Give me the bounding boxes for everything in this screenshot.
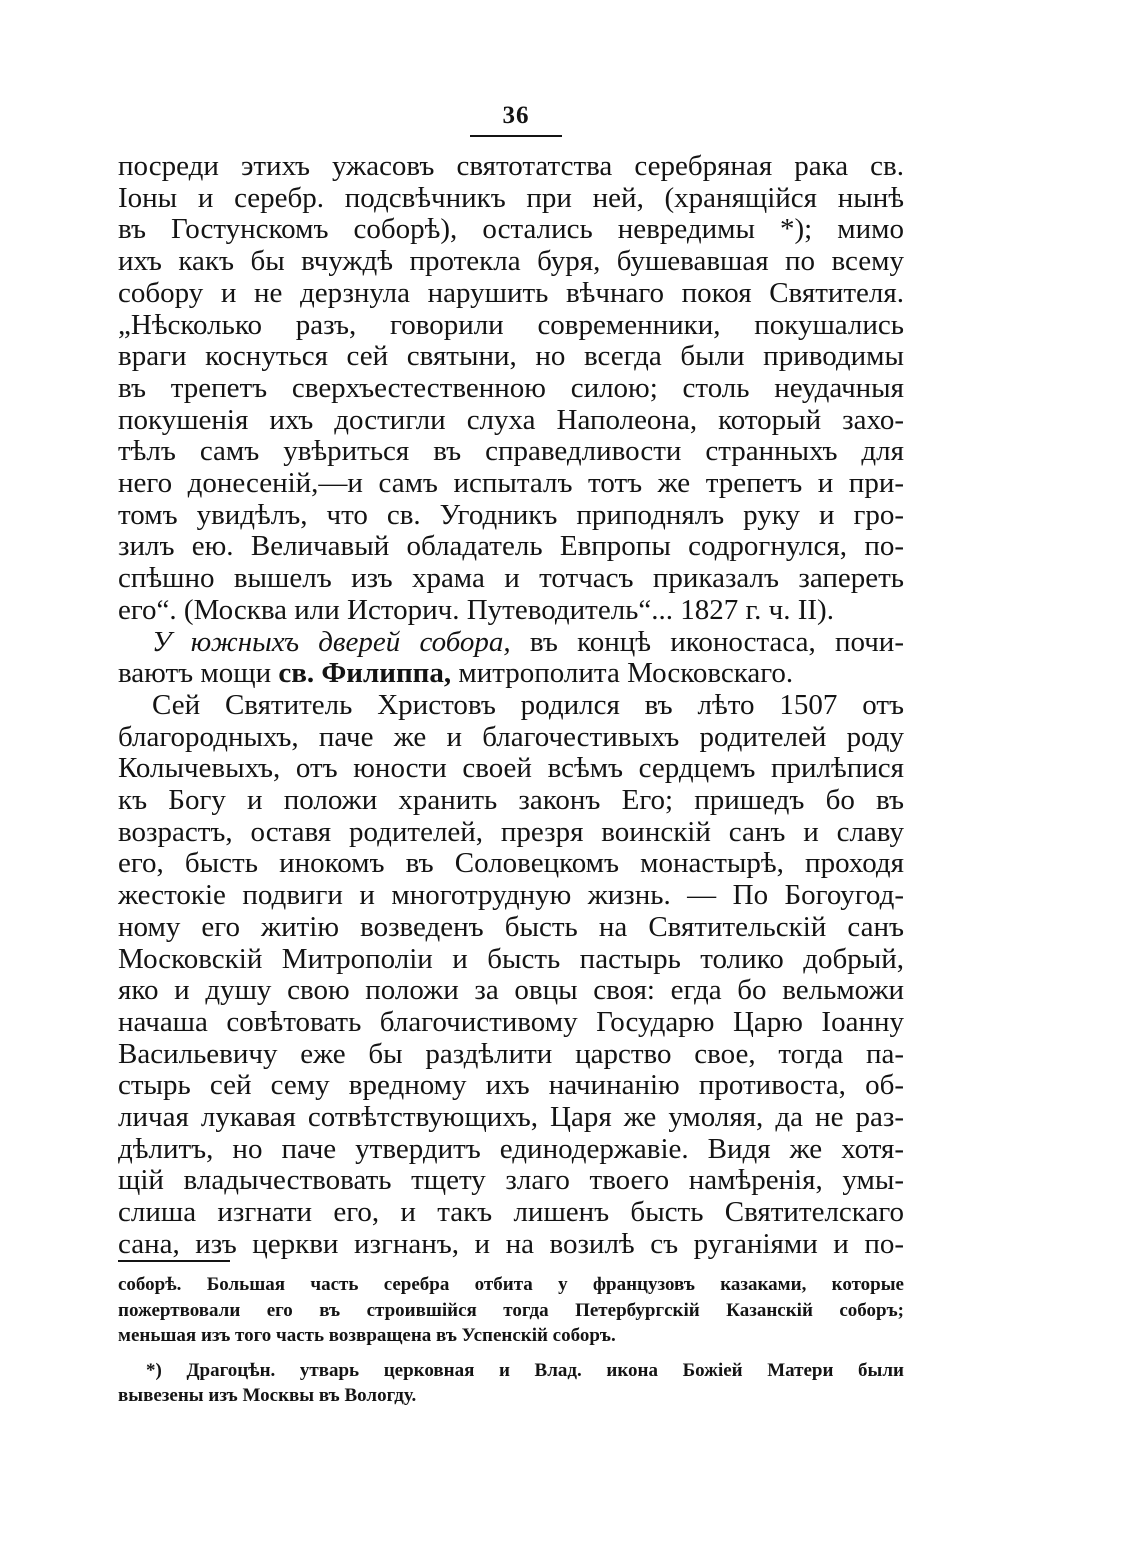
text-run: тѣлъ самъ увѣриться въ справедливости странныхъ для — [118, 435, 904, 468]
text-run: Сей Святитель Христовъ родился въ лѣто 1507 отъ — [152, 688, 904, 721]
text-run: митрополита Московскаго. — [451, 657, 794, 690]
text-run: зилъ ею. Величавый обладатель Евпропы содрогнулся, по- — [118, 530, 904, 563]
text-run: спѣшно вышелъ изъ храма и тотчасъ приказалъ запереть — [118, 562, 904, 595]
text-run: дѣлитъ, но паче утвердитъ единодержавіе. Видя же хотя- — [118, 1132, 904, 1165]
text-line — [118, 594, 904, 626]
text-run: посреди этихъ ужасовъ святотатства серебряная рака св. — [118, 150, 904, 182]
text-line — [118, 1038, 904, 1070]
text-line — [118, 277, 904, 309]
text-run: щій владычествовать тщету злаго твоего намѣренія, умы- — [118, 1164, 904, 1197]
text-line — [118, 816, 904, 848]
text-line — [118, 150, 904, 182]
text-line — [118, 911, 904, 943]
text-run: начаша совѣтовать благочистивому Государю Царю Іоанну — [118, 1005, 904, 1038]
text-line — [118, 340, 904, 372]
footnote-line: *) Драгоцѣн. утварь церковная и Влад. икона Божіей Матери были — [146, 1359, 904, 1381]
text-line — [118, 1164, 904, 1196]
text-line — [118, 562, 904, 594]
text-line — [118, 784, 904, 816]
text-run: стырь сей сему вредному ихъ начинанію противоста, об- — [118, 1069, 904, 1102]
text-run: въ Гостунскомъ соборѣ), остались невредимы *); мимо — [118, 213, 904, 246]
text-run: сана, изъ церкви изгнанъ, и на возилѣ съ руганіями и по- — [118, 1227, 904, 1260]
text-line — [118, 657, 904, 689]
text-run: Васильевичу еже бы раздѣлити царство свое, тогда па- — [118, 1037, 904, 1070]
text-line — [118, 1101, 904, 1133]
text-run: къ Богу и положи хранить законъ Его; пришедъ бо въ — [118, 784, 904, 816]
text-line — [118, 182, 904, 214]
text-run: Московскій Митрополіи и бысть пастырь толико добрый, — [118, 942, 904, 975]
text-run: Колычевыхъ, отъ юности своей всѣмъ сердцемъ прилѣпися — [118, 752, 904, 785]
text-run: личая лукавая сотвѣтствующихъ, Царя же умоляя, да не раз- — [118, 1101, 904, 1133]
text-line — [118, 943, 904, 975]
text-line — [118, 467, 904, 499]
text-run: слиша изгнати его, и такъ лишенъ бысть Святителскаго — [118, 1196, 904, 1229]
text-run: собору и не дерзнула нарушить вѣчнаго покоя Святителя. — [118, 276, 904, 309]
page-number: 36 — [502, 102, 530, 129]
page-number-rule — [470, 135, 562, 137]
text-line — [118, 213, 904, 245]
text-line — [118, 879, 904, 911]
text-line — [118, 847, 904, 879]
italic-text: У южныхъ дверей собора, — [152, 625, 511, 658]
text-run: яко и душу свою положи за овцы своя: егда бо вельможи — [118, 974, 904, 1007]
text-line — [118, 404, 904, 436]
text-line — [118, 372, 904, 404]
text-run: жестокіе подвиги и многотрудную жизнь. — По Богоугод- — [118, 879, 904, 912]
text-run: въ трепетъ сверхъестественною силою; столь неудачныя — [118, 371, 904, 404]
text-line — [118, 752, 904, 784]
text-run: ваютъ мощи — [118, 657, 279, 690]
text-run: „Нѣсколько разъ, говорили современники, покушались — [118, 308, 904, 341]
text-line — [118, 499, 904, 531]
text-line — [118, 309, 904, 341]
footnote-line: соборѣ. Большая часть серебра отбита у французовъ казаками, которые — [118, 1274, 904, 1295]
footnote-separator — [118, 1260, 230, 1262]
text-line — [118, 1006, 904, 1038]
text-line — [118, 1069, 904, 1101]
text-run: враги коснуться сей святыни, но всегда были приводимы — [118, 340, 904, 373]
text-line — [118, 974, 904, 1006]
text-run: возрастъ, оставя родителей, презря воинскій санъ и славу — [118, 815, 904, 848]
text-line — [118, 1196, 904, 1228]
text-line — [152, 689, 904, 721]
text-line — [118, 1133, 904, 1165]
text-line — [152, 626, 904, 658]
text-run: него донесеній,—и самъ испыталъ тотъ же трепетъ и при- — [118, 467, 904, 499]
footnote-line: меньшая изъ того часть возвращена въ Успенскій соборъ. — [118, 1325, 616, 1347]
text-run: Іоны и серебр. подсвѣчникъ при ней, (хранящійся нынѣ — [118, 181, 904, 214]
text-line — [118, 1228, 904, 1260]
footnote-line: вывезены изъ Москвы въ Вологду. — [118, 1385, 417, 1407]
text-line — [118, 435, 904, 467]
text-run: ихъ какъ бы вчуждѣ протекла буря, бушевавшая по всему — [118, 245, 904, 278]
text-line — [118, 721, 904, 753]
text-run: покушенія ихъ достигли слуха Наполеона, который захо- — [118, 403, 904, 436]
text-line — [118, 245, 904, 277]
text-run: томъ увидѣлъ, что св. Угодникъ приподнялъ руку и гро- — [118, 498, 904, 531]
text-run: благородныхъ, паче же и благочестивыхъ родителей роду — [118, 720, 904, 753]
text-run: его“. (Москва или Историч. Путеводитель“... 1827 г. ч. II). — [118, 593, 834, 626]
footnote-line: пожертвовали его въ строившійся тогда Петербургскій Казанскій соборъ; — [118, 1299, 904, 1321]
text-line — [118, 530, 904, 562]
text-run: его, бысть инокомъ въ Соловецкомъ монастырѣ, проходя — [118, 847, 904, 880]
bold-text: св. Филиппа, — [278, 657, 452, 690]
text-run: ному его житію возведенъ бысть на Святительскій санъ — [118, 910, 904, 943]
text-run: въ концѣ иконостаса, почи- — [510, 625, 904, 658]
